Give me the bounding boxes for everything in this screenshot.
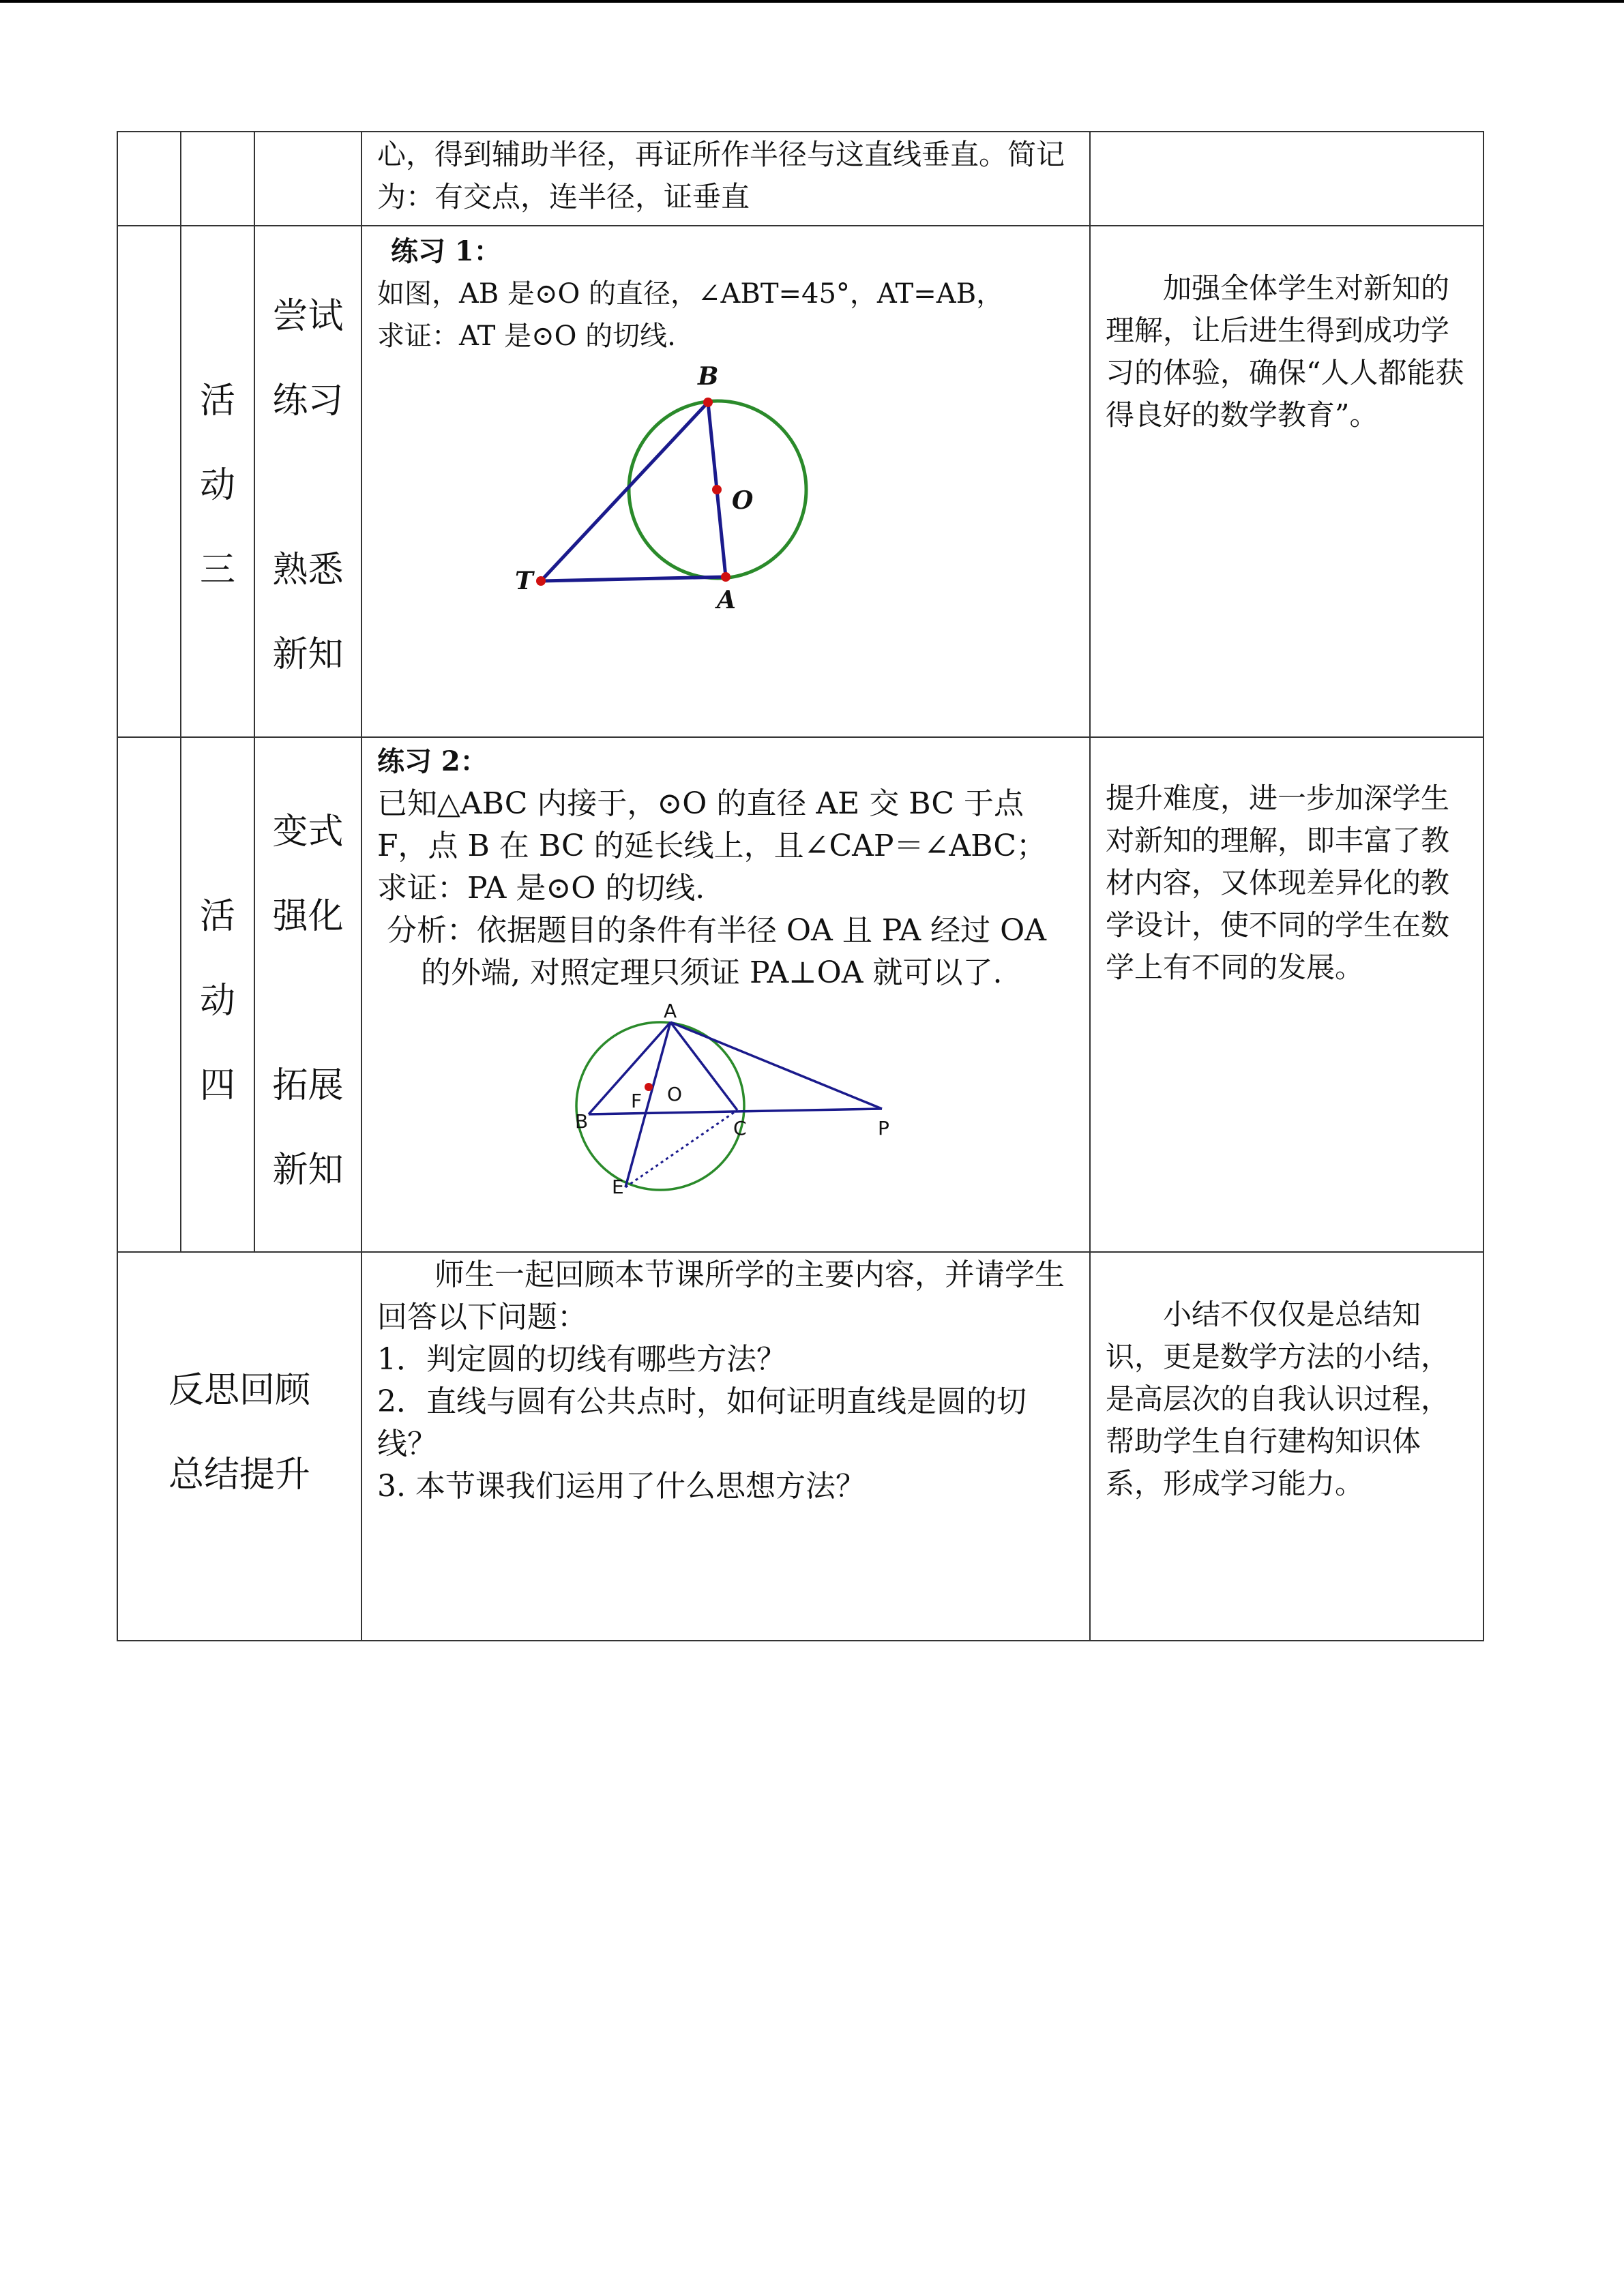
stage-cell [254,737,361,1252]
stage-label: 总结提升 [168,1455,310,1495]
label-e: E [612,1176,624,1198]
stage-label: 强化 [272,896,344,937]
label-o: O [732,486,754,515]
point-o [712,485,722,494]
note-cell [1090,737,1483,1252]
design-note: 加强全体学生对新知的理解，让后进生得到成功学习的体验，确保“人人都能获得良好的数学教育”。 [1106,271,1464,432]
table-row-activity-3 [117,226,1483,737]
stage-label: 反思回顾 [168,1370,310,1411]
activity-char: 四 [199,1065,235,1106]
label-a: A [717,586,736,614]
geometry-figure-2 [575,998,957,1203]
activity-char: 活 [199,381,235,421]
problem-text-line: 如图，AB 是⊙O 的直径，∠ABT=45°，AT=AB， [377,278,1004,310]
stage-label: 新知 [272,634,344,675]
empty-cell [254,132,361,226]
label-t: T [515,567,533,595]
point-a [721,572,730,582]
stage-cell [254,226,361,737]
activity-char: 动 [199,465,235,506]
summary-intro: 师生一起回顾本节课所学的主要内容，并请学生回答以下问题： [377,1257,1065,1335]
activity-char: 动 [199,981,235,1022]
question-item: 1．判定圆的切线有哪些方法？ [377,1342,786,1377]
analysis-text-line: 分析：依据题目的条件有半径 OA 且 PA 经过 OA [387,913,1046,948]
stage-label: 拓展 [272,1065,344,1106]
label-c: C [733,1117,747,1139]
content-text-line: 为：有交点，连半径，证垂直 [377,180,750,213]
exercise-title: 练习 2： [377,745,488,777]
label-b: B [698,364,719,391]
circle-o [576,1022,744,1190]
empty-cell [181,132,254,226]
problem-text-line: F，点 B 在 BC 的延长线上，且∠CAP＝∠ABC； [377,829,1046,863]
label-a: A [664,1000,677,1022]
exercise-title: 练习 1： [391,235,501,267]
label-f: F [631,1090,643,1112]
analysis-text-line: 的外端, 对照定理只须证 PA⊥OA 就可以了. [421,955,1003,990]
stage-label: 熟悉 [272,550,344,591]
design-note: 小结不仅仅是总结知识，更是数学方法的小结，是高层次的自我认识过程，帮助学生自行建构知识体系，形成学习能力。 [1106,1298,1450,1500]
problem-text-line: 已知△ABC 内接于，⊙O 的直径 AE 交 BC 于点 [377,786,1024,821]
table-row-summary [117,1252,1483,1641]
stage-label: 尝试 [272,296,344,337]
geometry-figure-1 [459,364,868,651]
table-row-activity-4 [117,737,1483,1252]
empty-cell [117,132,181,226]
stage-label: 新知 [272,1150,344,1191]
segment-ta [541,577,726,581]
activity-cell [181,737,254,1252]
content-cell [361,226,1090,737]
label-p: P [878,1117,889,1139]
activity-char: 活 [199,896,235,937]
label-o: O [667,1083,683,1105]
summary-stage-cell [117,1252,361,1641]
question-item: 2．直线与圆有公共点时，如何证明直线是圆的切线？ [377,1384,1027,1461]
empty-cell [117,226,181,737]
problem-text-line: 求证：PA 是⊙O 的切线. [377,871,705,906]
lesson-plan-table [117,131,1484,1641]
table-row-continuation [117,132,1483,226]
point-t [536,576,546,586]
activity-cell [181,226,254,737]
segment-bt [541,402,708,581]
content-cell [361,1252,1090,1641]
content-cell [361,737,1090,1252]
empty-cell [1090,132,1483,226]
point-b [703,398,713,407]
content-text-line: 心，得到辅助半径，再证所作半径与这直线垂直。简记 [377,138,1065,171]
design-note: 提升难度，进一步加深学生对新知的理解，即丰富了教材内容，又体现差异化的教学设计，使不同的学生在数学上有不同的发展。 [1106,781,1450,984]
stage-label: 练习 [272,381,344,421]
content-cell [361,132,1090,226]
top-border-line [0,0,1624,3]
problem-text-line: 求证：AT 是⊙O 的切线. [377,320,676,352]
question-item: 3. 本节课我们运用了什么思想方法？ [377,1469,866,1504]
empty-cell [117,737,181,1252]
activity-char: 三 [199,550,235,591]
label-b: B [575,1110,589,1133]
point-o [645,1083,653,1091]
note-cell [1090,226,1483,737]
note-cell [1090,1252,1483,1641]
stage-label: 变式 [272,811,344,852]
